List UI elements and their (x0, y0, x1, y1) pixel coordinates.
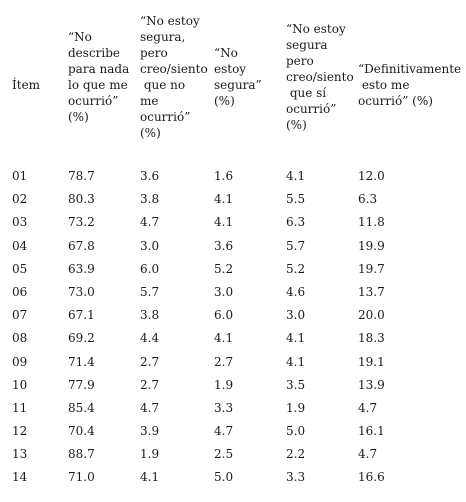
item-number: 12 (12, 424, 28, 439)
value-definitely: 19.9 (358, 238, 385, 253)
item-number: 04 (12, 238, 28, 253)
item-number: 09 (12, 354, 28, 369)
value-not-sure-yes: 5.2 (286, 261, 306, 276)
value-not-sure-yes: 5.0 (286, 424, 306, 439)
value-not-sure-yes: 6.3 (286, 215, 306, 230)
value-definitely: 12.0 (358, 169, 385, 183)
value-not-sure-yes: 3.5 (286, 377, 306, 392)
item-number: 06 (12, 284, 28, 299)
value-not-sure-no: 4.7 (140, 215, 160, 230)
table-row (0, 330, 466, 353)
value-not-sure: 1.9 (214, 377, 234, 392)
value-not-sure-no: 3.8 (140, 308, 160, 323)
table-row (0, 400, 466, 423)
value-definitely: 13.9 (358, 377, 385, 392)
item-number: 11 (12, 400, 28, 415)
value-not-sure-no: 4.1 (140, 470, 160, 485)
table-row (0, 307, 466, 330)
value-definitely: 6.3 (358, 192, 378, 207)
value-not-sure-yes: 2.2 (286, 447, 306, 462)
table-row (0, 284, 466, 307)
value-not-sure-yes: 4.6 (286, 284, 306, 299)
value-definitely: 16.6 (358, 470, 385, 485)
table-row (0, 469, 466, 492)
value-definitely: 4.7 (358, 400, 378, 415)
table-row (0, 168, 466, 191)
value-no-describe: 77.9 (68, 377, 95, 392)
header-no-describe: “No describe para nada lo que me ocurrió” (%) (68, 30, 130, 124)
item-number: 13 (12, 447, 28, 462)
item-number: 10 (12, 377, 28, 392)
value-no-describe: 85.4 (68, 400, 95, 415)
value-not-sure-no: 3.8 (140, 192, 160, 207)
value-not-sure: 4.7 (214, 424, 234, 439)
item-number: 01 (12, 169, 28, 183)
item-number: 05 (12, 261, 28, 276)
value-not-sure: 4.1 (214, 215, 234, 230)
value-definitely: 18.3 (358, 331, 385, 346)
value-no-describe: 63.9 (68, 261, 95, 276)
table-row (0, 446, 466, 469)
value-not-sure-no: 3.0 (140, 238, 160, 253)
table-row (0, 214, 466, 237)
value-no-describe: 71.0 (68, 470, 95, 485)
value-definitely: 19.1 (358, 354, 385, 369)
value-not-sure: 2.7 (214, 354, 234, 369)
table-row (0, 423, 466, 446)
value-definitely: 13.7 (358, 284, 385, 299)
value-not-sure: 1.6 (214, 169, 234, 183)
header-item: Ítem (12, 78, 41, 92)
table-row (0, 354, 466, 377)
value-not-sure-yes: 4.1 (286, 169, 306, 183)
value-no-describe: 88.7 (68, 447, 95, 462)
value-definitely: 11.8 (358, 215, 385, 230)
value-not-sure-no: 6.0 (140, 261, 160, 276)
value-not-sure-no: 3.6 (140, 169, 160, 183)
value-not-sure: 4.1 (214, 331, 234, 346)
value-definitely: 16.1 (358, 424, 385, 439)
item-number: 02 (12, 192, 28, 207)
value-not-sure: 4.1 (214, 192, 234, 207)
header-not-sure-did-happen: “No estoy segura pero creo/siento que sí ocurrió” (%) (286, 22, 354, 132)
item-number: 03 (12, 215, 28, 230)
value-no-describe: 78.7 (68, 169, 95, 183)
value-no-describe: 73.2 (68, 215, 95, 230)
header-not-sure: “No estoy segura” (%) (214, 46, 262, 108)
value-no-describe: 71.4 (68, 354, 95, 369)
value-not-sure-no: 1.9 (140, 447, 160, 462)
value-no-describe: 67.1 (68, 308, 95, 323)
value-no-describe: 80.3 (68, 192, 95, 207)
item-number: 08 (12, 331, 28, 346)
value-no-describe: 67.8 (68, 238, 95, 253)
value-definitely: 20.0 (358, 308, 385, 323)
value-not-sure-yes: 1.9 (286, 400, 306, 415)
value-no-describe: 69.2 (68, 331, 95, 346)
table-body (0, 168, 466, 493)
table-row (0, 377, 466, 400)
header-not-sure-did-not-happen: “No estoy segura, pero creo/siento que no me ocurrió” (%) (140, 14, 208, 140)
value-not-sure-yes: 3.0 (286, 308, 306, 323)
value-definitely: 19.7 (358, 261, 385, 276)
value-not-sure-yes: 5.7 (286, 238, 306, 253)
value-not-sure: 6.0 (214, 308, 234, 323)
value-not-sure-no: 4.7 (140, 400, 160, 415)
value-not-sure-no: 2.7 (140, 377, 160, 392)
value-not-sure: 3.6 (214, 238, 234, 253)
value-not-sure-yes: 4.1 (286, 331, 306, 346)
value-not-sure: 3.0 (214, 284, 234, 299)
value-not-sure-no: 3.9 (140, 424, 160, 439)
item-number: 07 (12, 308, 28, 323)
value-not-sure: 5.2 (214, 261, 234, 276)
value-not-sure: 2.5 (214, 447, 234, 462)
table-row (0, 261, 466, 284)
table-row (0, 191, 466, 214)
value-definitely: 4.7 (358, 447, 378, 462)
value-not-sure: 5.0 (214, 470, 234, 485)
value-no-describe: 70.4 (68, 424, 95, 439)
value-not-sure-yes: 5.5 (286, 192, 306, 207)
value-not-sure-no: 2.7 (140, 354, 160, 369)
value-not-sure: 3.3 (214, 400, 234, 415)
value-not-sure-yes: 4.1 (286, 354, 306, 369)
value-no-describe: 73.0 (68, 284, 95, 299)
value-not-sure-no: 4.4 (140, 331, 160, 346)
table-row (0, 238, 466, 261)
value-not-sure-yes: 3.3 (286, 470, 306, 485)
value-not-sure-no: 5.7 (140, 284, 160, 299)
header-definitely-happened: “Definitivamente esto me ocurrió” (%) (358, 62, 462, 108)
item-number: 14 (12, 470, 28, 485)
